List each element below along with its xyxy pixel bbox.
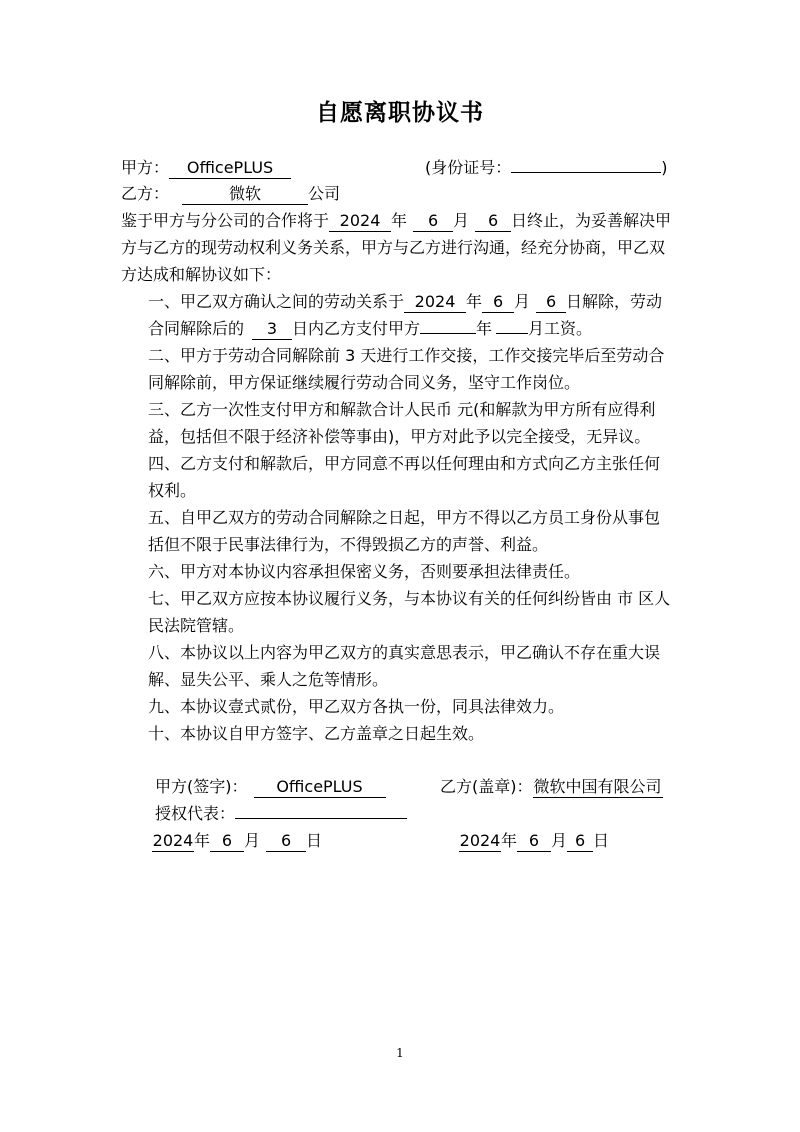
id-label: (身份证号： <box>425 158 512 177</box>
clause-1-tail: 日解除，劳动 <box>566 292 663 311</box>
clause-5-line-2: 括但不限于民事法律行为，不得毁损乙方的声誉、利益。 <box>148 535 549 554</box>
party-b-label: 乙方： <box>121 184 170 203</box>
clause-1-text: 一、甲乙双方确认之间的劳动关系于 <box>148 292 405 311</box>
clause-3-line-1: 三、乙方一次性支付甲方和解款合计人民币 元(和解款为甲方所有应得利 <box>148 400 656 419</box>
party-a-signature <box>155 776 386 798</box>
preamble-line-2: 方与乙方的现劳动权利义务关系，甲方与乙方进行沟通，经充分协商，甲乙双 <box>121 238 666 257</box>
party-b-suffix: 公司 <box>308 184 341 203</box>
party-a-sign-field: OfficePLUS <box>254 777 386 798</box>
clause-7-line-2: 民法院管辖。 <box>148 616 245 635</box>
clause-4-line-2: 权利。 <box>148 481 197 500</box>
id-close: ) <box>661 158 668 177</box>
day-unit: 日 <box>593 831 610 850</box>
clause-1-tail: 月工资。 <box>528 319 593 338</box>
clause-7-line-1: 七、甲乙双方应按本协议履行义务，与本协议有关的任何纠纷皆由 市 区人 <box>148 589 671 608</box>
representative-line <box>155 803 407 825</box>
document-title: 自愿离职协议书 <box>316 100 484 126</box>
clause-4-line-1: 四、乙方支付和解款后，甲方同意不再以任何理由和方式向乙方主张任何 <box>148 454 661 473</box>
party-a-line <box>121 157 291 179</box>
clause-5-line-1: 五、自甲乙双方的劳动合同解除之日起，甲方不得以乙方员工身份从事包 <box>148 508 661 527</box>
year-unit: 年 <box>466 292 483 311</box>
a-date-day: 6 <box>266 831 306 852</box>
b-date-month: 6 <box>517 831 551 852</box>
a-date-month: 6 <box>210 831 244 852</box>
preamble-year: 2024 <box>329 211 391 232</box>
year-unit: 年 <box>194 831 211 850</box>
preamble-text: 鉴于甲方与分公司的合作将于 <box>121 211 330 230</box>
party-a-sign-label: 甲方(签字)： <box>155 777 248 796</box>
day-unit: 日 <box>306 831 323 850</box>
party-a-label: 甲方： <box>121 158 170 177</box>
party-a-id-line <box>425 157 668 179</box>
clause-1-text-3: 日内乙方支付甲方 <box>292 319 421 338</box>
month-unit: 月 <box>244 831 261 850</box>
preamble-day: 6 <box>475 211 511 232</box>
party-a-date <box>152 830 322 852</box>
clause-8-line-2: 解、显失公平、乘人之危等情形。 <box>148 670 389 689</box>
representative-field <box>235 818 407 819</box>
party-a-name-field: OfficePLUS <box>169 158 291 179</box>
clause-1-wage-month <box>496 333 528 334</box>
clause-2-line-1: 二、甲方于劳动合同解除前 3 天进行工作交接，工作交接完毕后至劳动合 <box>148 346 665 365</box>
clause-1-day: 6 <box>536 292 566 313</box>
clause-2-line-2: 同解除前，甲方保证继续履行劳动合同义务，坚守工作岗位。 <box>148 373 581 392</box>
b-date-year: 2024 <box>459 831 501 850</box>
clause-1-line-1 <box>148 291 662 313</box>
party-b-line <box>121 183 340 205</box>
clause-1-days: 3 <box>252 319 292 340</box>
preamble-line-1 <box>121 210 671 232</box>
a-date-year: 2024 <box>152 831 194 850</box>
month-unit: 月 <box>453 211 470 230</box>
clause-1-month: 6 <box>482 292 514 313</box>
year-unit: 年 <box>501 831 518 850</box>
month-unit: 月 <box>514 292 531 311</box>
clause-9-line-1: 九、本协议壹式贰份，甲乙双方各执一份，同具法律效力。 <box>148 697 565 716</box>
preamble-month: 6 <box>413 211 453 232</box>
party-b-seal-field: 微软中国有限公司 <box>533 777 662 796</box>
clause-1-text-2: 合同解除后的 <box>148 319 245 338</box>
party-b-seal-label: 乙方(盖章)： <box>440 777 533 796</box>
year-unit: 年 <box>391 211 408 230</box>
id-number-field <box>511 172 661 173</box>
preamble-tail: 日终止，为妥善解决甲 <box>511 211 672 230</box>
clause-6-line-1: 六、甲方对本协议内容承担保密义务，否则要承担法律责任。 <box>148 562 581 581</box>
representative-label: 授权代表： <box>155 804 236 823</box>
month-unit: 月 <box>551 831 568 850</box>
clause-1-year: 2024 <box>404 292 466 313</box>
preamble-line-3: 方达成和解协议如下： <box>121 265 282 284</box>
b-date-day: 6 <box>567 831 593 852</box>
page-number: 1 <box>396 1046 404 1060</box>
clause-8-line-1: 八、本协议以上内容为甲乙双方的真实意思表示，甲乙确认不存在重大误 <box>148 643 661 662</box>
clause-1-wage-year <box>420 333 476 334</box>
clause-3-line-2: 益，包括但不限于经济补偿等事由)，甲方对此予以完全接受，无异议。 <box>148 427 651 446</box>
party-b-seal <box>440 776 663 798</box>
clause-10-line-1: 十、本协议自甲方签字、乙方盖章之日起生效。 <box>148 724 485 743</box>
party-b-date <box>459 830 609 852</box>
clause-1-line-2 <box>148 318 592 340</box>
year-unit: 年 <box>476 319 493 338</box>
party-b-name-field: 微软 <box>182 184 308 205</box>
